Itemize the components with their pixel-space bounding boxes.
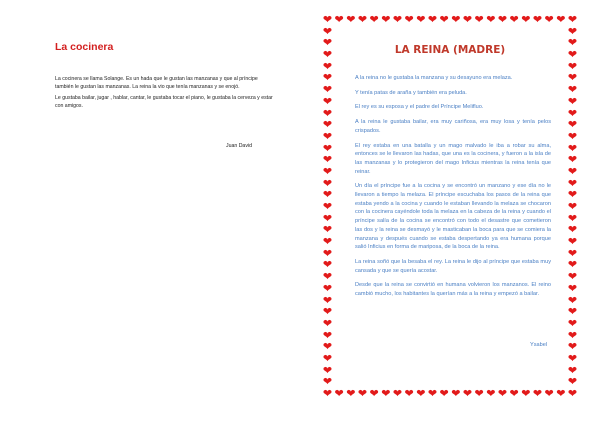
right-page-body <box>355 74 551 305</box>
heart-icon: ❤ <box>567 316 578 330</box>
right-page-title: LA REINA (MADRE) <box>394 44 506 56</box>
heart-icon: ❤ <box>322 258 333 272</box>
heart-icon: ❤ <box>567 223 578 237</box>
heart-icon: ❤ <box>567 387 578 400</box>
right-paragraph: Un día el príncipe fue a la cocina y se encontró un manzano y ese día no le llevaron a tiempo la melaza. El príncipe escuchaba los pasos de la reina que estaba yendo a la cocina y cuando le estaban llevando la melaza se chocaron con la cocinera cayéndole toda la melaza en la cabeza de la reina y cuando el príncipe salía de la cocina se encontró con todo el desastre que cometieron las dos y la reina se desmayó y le masticaban la boca para que se comiera la manzana y después cuando se estaba despertando ya era humana porque salió Inficius en forma de mariposa, de la boca de la reina. <box>355 183 551 251</box>
heart-icon: ❤ <box>567 188 578 202</box>
heart-icon: ❤ <box>322 188 333 202</box>
heart-icon: ❤ <box>497 13 508 26</box>
heart-icon: ❤ <box>567 94 578 108</box>
heart-icon: ❤ <box>451 387 461 400</box>
heart-icon: ❤ <box>486 13 496 26</box>
heart-icon: ❤ <box>509 13 519 26</box>
heart-icon: ❤ <box>439 387 449 400</box>
heart-icon: ❤ <box>322 141 333 155</box>
heart-icon: ❤ <box>567 375 578 389</box>
heart-icon: ❤ <box>416 13 426 26</box>
heart-icon: ❤ <box>392 387 403 400</box>
heart-icon: ❤ <box>427 13 438 26</box>
heart-icon: ❤ <box>532 13 543 26</box>
heart-icon: ❤ <box>544 13 554 26</box>
heart-icon: ❤ <box>521 387 531 400</box>
heart-icon: ❤ <box>567 281 578 295</box>
heart-icon: ❤ <box>322 200 333 213</box>
right-paragraph: A la reina no le gustaba la manzana y su desayuno era melaza. <box>355 75 513 81</box>
heart-icon: ❤ <box>381 13 391 26</box>
heart-icon: ❤ <box>497 387 508 400</box>
heart-icon: ❤ <box>567 293 578 307</box>
heart-icon: ❤ <box>567 36 578 50</box>
left-page-signature: Juan David <box>226 143 252 149</box>
left-paragraph: La cocinera se llama Solange. Es un hada que le gustan las manzanas y que al príncipe también le gustan las manzanas. La reina la vio que tenía manzanas y se enojó. <box>55 76 258 90</box>
heart-icon: ❤ <box>567 59 578 73</box>
heart-icon: ❤ <box>451 13 461 26</box>
heart-icon: ❤ <box>357 387 368 400</box>
right-paragraph: Desde que la reina se convirtió en humana volvieron los manzanos. El reino cambió mucho, los habitantes la querían más a la reina y empezó a bailar. <box>355 282 551 298</box>
heart-icon: ❤ <box>322 94 333 108</box>
heart-icon: ❤ <box>334 387 344 400</box>
heart-icon: ❤ <box>567 71 578 85</box>
heart-icon: ❤ <box>427 387 438 400</box>
heart-icon: ❤ <box>462 387 473 400</box>
right-paragraph: A la reina le gustaba bailar, era muy cariñosa, era muy losa y tenía pelos crispados. <box>355 119 551 134</box>
heart-icon: ❤ <box>567 211 578 225</box>
heart-icon: ❤ <box>334 13 344 26</box>
heart-icon: ❤ <box>567 246 578 260</box>
heart-icon: ❤ <box>322 13 333 26</box>
heart-icon: ❤ <box>322 176 333 190</box>
heart-icon: ❤ <box>556 13 566 26</box>
heart-icon: ❤ <box>322 24 333 38</box>
heart-icon: ❤ <box>439 13 449 26</box>
heart-icon: ❤ <box>369 13 379 26</box>
heart-icon: ❤ <box>322 293 333 307</box>
heart-icon: ❤ <box>322 36 333 50</box>
right-paragraph: Y tenía patas de araña y también era peluda. <box>355 89 467 96</box>
left-paragraph: Le gustaba bailar, jugar , hablar, cantar, le gustaba tocar el piano, le gustaba la cerveza y estar con amigos. <box>55 95 273 109</box>
heart-icon: ❤ <box>322 129 333 143</box>
heart-icon: ❤ <box>322 328 333 342</box>
heart-icon: ❤ <box>322 246 333 260</box>
heart-icon: ❤ <box>322 48 333 62</box>
heart-icon: ❤ <box>567 24 578 38</box>
heart-icon: ❤ <box>322 363 333 377</box>
heart-icon: ❤ <box>322 351 333 365</box>
heart-icon: ❤ <box>322 316 333 330</box>
heart-icon: ❤ <box>474 387 484 400</box>
heart-icon: ❤ <box>567 164 578 178</box>
heart-icon: ❤ <box>346 387 356 400</box>
heart-icon: ❤ <box>567 176 578 190</box>
heart-icon: ❤ <box>322 375 333 389</box>
heart-icon: ❤ <box>322 340 333 354</box>
heart-icon: ❤ <box>509 387 519 400</box>
left-page-title: La cocinera <box>55 41 114 53</box>
heart-icon: ❤ <box>567 106 578 120</box>
heart-icon: ❤ <box>567 351 578 365</box>
heart-icon: ❤ <box>556 387 566 400</box>
heart-icon: ❤ <box>462 13 473 26</box>
right-paragraph: El rey es su esposa y el padre del Príncipe Melifluo. <box>355 104 484 111</box>
heart-icon: ❤ <box>369 387 379 400</box>
heart-icon: ❤ <box>404 13 414 26</box>
heart-icon: ❤ <box>357 13 368 26</box>
heart-icon: ❤ <box>567 305 578 319</box>
heart-icon: ❤ <box>392 13 403 26</box>
heart-icon: ❤ <box>567 258 578 272</box>
heart-icon: ❤ <box>567 83 578 97</box>
heart-icon: ❤ <box>416 387 426 400</box>
heart-icon: ❤ <box>322 235 333 249</box>
heart-icon: ❤ <box>544 387 554 400</box>
right-paragraph: El rey estaba en una batalla y un mago malvado le iba a robar su alma, entonces se le llevaron las hadas, que una es la cocinera, y fueron a la isla de las manzanas y lo protegieron del mago Inficius mientras la reina tenía que reinar. <box>355 142 551 175</box>
heart-icon: ❤ <box>567 48 578 62</box>
heart-icon: ❤ <box>322 153 333 167</box>
heart-icon: ❤ <box>567 270 578 284</box>
heart-icon: ❤ <box>322 270 333 284</box>
heart-icon: ❤ <box>486 387 496 400</box>
heart-icon: ❤ <box>567 141 578 155</box>
heart-icon: ❤ <box>474 13 484 26</box>
heart-icon: ❤ <box>567 118 578 132</box>
heart-icon: ❤ <box>346 13 356 26</box>
heart-icon: ❤ <box>322 71 333 85</box>
heart-icon: ❤ <box>567 129 578 143</box>
heart-icon: ❤ <box>322 118 333 132</box>
heart-icon: ❤ <box>567 13 578 26</box>
left-page-body <box>55 76 275 114</box>
heart-icon: ❤ <box>322 59 333 73</box>
heart-icon: ❤ <box>567 328 578 342</box>
heart-icon: ❤ <box>322 164 333 178</box>
heart-icon: ❤ <box>567 340 578 354</box>
heart-icon: ❤ <box>322 387 333 400</box>
heart-icon: ❤ <box>322 305 333 319</box>
heart-icon: ❤ <box>381 387 391 400</box>
right-page-signature: Ysabel <box>530 342 548 348</box>
heart-icon: ❤ <box>567 235 578 249</box>
heart-icon: ❤ <box>567 363 578 377</box>
heart-icon: ❤ <box>322 281 333 295</box>
heart-icon: ❤ <box>322 211 333 225</box>
heart-icon: ❤ <box>567 153 578 167</box>
heart-icon: ❤ <box>404 387 414 400</box>
heart-icon: ❤ <box>521 13 531 26</box>
right-page <box>300 0 600 424</box>
heart-icon: ❤ <box>322 223 333 237</box>
heart-icon: ❤ <box>532 387 543 400</box>
right-paragraph: La reina soñó que la besaba el rey. La reina le dijo al príncipe que estaba muy cansada y que se quería acostar. <box>355 258 551 274</box>
heart-icon: ❤ <box>322 106 333 120</box>
heart-icon: ❤ <box>567 200 578 213</box>
heart-icon: ❤ <box>322 83 333 97</box>
